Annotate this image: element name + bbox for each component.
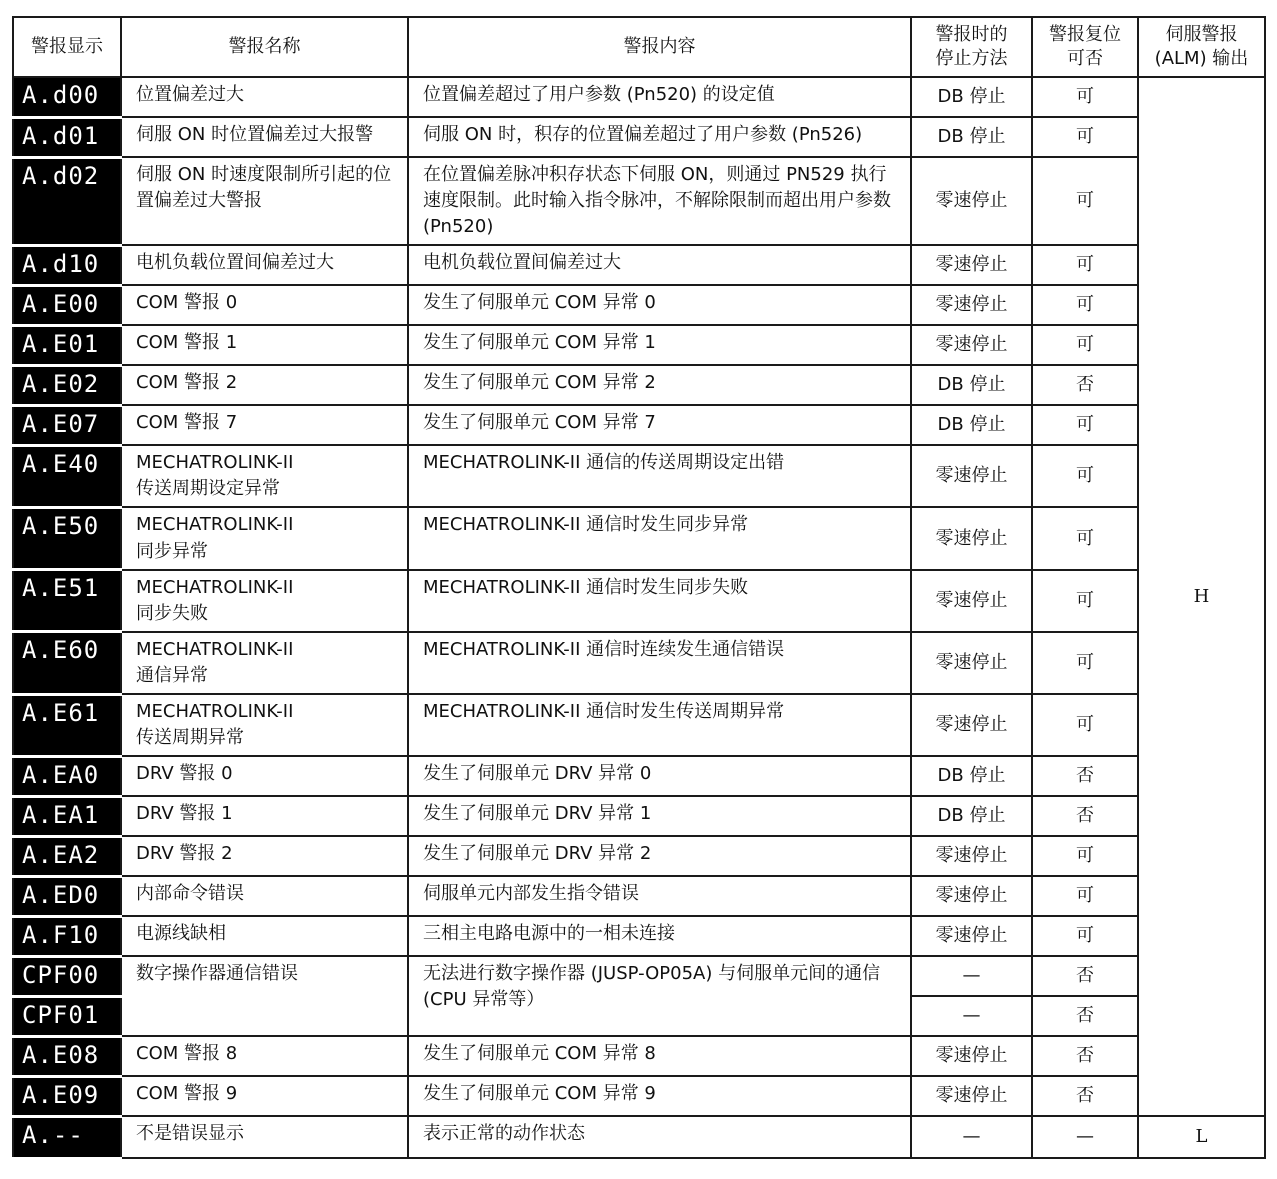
alarm-code: A.E60 [13, 632, 121, 694]
table-row [13, 756, 1265, 796]
alarm-content: 位置偏差超过了用户参数 (Pn520) 的设定值 [408, 77, 911, 117]
alarm-content: 在位置偏差脉冲积存状态下伺服 ON，则通过 PN529 执行速度限制。此时输入指令脉冲，不解除限制而超出用户参数 (Pn520) [408, 157, 911, 245]
stop-method: DB 停止 [911, 796, 1032, 836]
table-row [13, 632, 1265, 694]
table-row [13, 1076, 1265, 1116]
alarm-code: A.E40 [13, 445, 121, 507]
stop-method: DB 停止 [911, 365, 1032, 405]
alarm-name: 伺服 ON 时位置偏差过大报警 [121, 117, 408, 157]
table-row [13, 405, 1265, 445]
header-name: 警报名称 [121, 17, 408, 77]
alarm-code: A.d02 [13, 157, 121, 245]
alarm-name: 不是错误显示 [121, 1116, 408, 1158]
alarm-name: COM 警报 0 [121, 285, 408, 325]
alarm-name: 电机负载位置间偏差过大 [121, 245, 408, 285]
alarm-code: A.E01 [13, 325, 121, 365]
reset-ok: 可 [1032, 836, 1138, 876]
table-row [13, 876, 1265, 916]
table-row [13, 325, 1265, 365]
alarm-name: COM 警报 2 [121, 365, 408, 405]
alarm-name: 内部命令错误 [121, 876, 408, 916]
alarm-table [12, 16, 1266, 1160]
reset-ok: 可 [1032, 325, 1138, 365]
alarm-code: A.E07 [13, 405, 121, 445]
stop-method: 零速停止 [911, 157, 1032, 245]
stop-method: DB 停止 [911, 77, 1032, 117]
alarm-name: MECHATROLINK-II 传送周期异常 [121, 694, 408, 756]
alarm-code: A.EA1 [13, 796, 121, 836]
alarm-name: 数字操作器通信错误 [121, 956, 408, 1036]
reset-ok: 可 [1032, 285, 1138, 325]
alarm-content: 三相主电路电源中的一相未连接 [408, 916, 911, 956]
reset-ok: 可 [1032, 570, 1138, 632]
alarm-code: A.E00 [13, 285, 121, 325]
alarm-content: MECHATROLINK-II 通信的传送周期设定出错 [408, 445, 911, 507]
alarm-content: 伺服 ON 时，积存的位置偏差超过了用户参数 (Pn526) [408, 117, 911, 157]
stop-method: DB 停止 [911, 756, 1032, 796]
reset-ok: 否 [1032, 996, 1138, 1036]
table-row [13, 1116, 1265, 1158]
stop-method: 零速停止 [911, 570, 1032, 632]
stop-method: DB 停止 [911, 405, 1032, 445]
table-row [13, 507, 1265, 569]
reset-ok: 可 [1032, 77, 1138, 117]
alarm-content: 发生了伺服单元 COM 异常 0 [408, 285, 911, 325]
reset-ok: 否 [1032, 756, 1138, 796]
alarm-content: 表示正常的动作状态 [408, 1116, 911, 1158]
alarm-content: MECHATROLINK-II 通信时发生同步异常 [408, 507, 911, 569]
header-row [13, 17, 1265, 77]
stop-method: 零速停止 [911, 445, 1032, 507]
reset-ok: 可 [1032, 245, 1138, 285]
alarm-name: DRV 警报 1 [121, 796, 408, 836]
alarm-code: A.d10 [13, 245, 121, 285]
table-row [13, 245, 1265, 285]
alarm-name: 伺服 ON 时速度限制所引起的位置偏差过大警报 [121, 157, 408, 245]
alarm-content: 发生了伺服单元 DRV 异常 0 [408, 756, 911, 796]
alarm-code: A.E08 [13, 1036, 121, 1076]
alarm-code: A.E02 [13, 365, 121, 405]
header-output: 伺服警报 (ALM) 输出 [1138, 17, 1265, 77]
table-row [13, 445, 1265, 507]
alarm-output-cell: H [1138, 77, 1265, 1116]
table-row [13, 117, 1265, 157]
table-row [13, 916, 1265, 956]
alarm-name: 电源线缺相 [121, 916, 408, 956]
table-row [13, 694, 1265, 756]
alarm-content: 发生了伺服单元 COM 异常 8 [408, 1036, 911, 1076]
alarm-code: A.F10 [13, 916, 121, 956]
alarm-name: MECHATROLINK-II 同步失败 [121, 570, 408, 632]
alarm-content: 发生了伺服单元 COM 异常 9 [408, 1076, 911, 1116]
table-row [13, 157, 1265, 245]
alarm-code: A.E51 [13, 570, 121, 632]
stop-method: 零速停止 [911, 507, 1032, 569]
alarm-name: DRV 警报 2 [121, 836, 408, 876]
reset-ok: 可 [1032, 876, 1138, 916]
alarm-content: 电机负载位置间偏差过大 [408, 245, 911, 285]
reset-ok: 否 [1032, 365, 1138, 405]
alarm-name: MECHATROLINK-II 传送周期设定异常 [121, 445, 408, 507]
stop-method: 零速停止 [911, 694, 1032, 756]
alarm-code: A.E50 [13, 507, 121, 569]
alarm-content: MECHATROLINK-II 通信时连续发生通信错误 [408, 632, 911, 694]
header-display: 警报显示 [13, 17, 121, 77]
alarm-content: MECHATROLINK-II 通信时发生传送周期异常 [408, 694, 911, 756]
alarm-code: A.E61 [13, 694, 121, 756]
reset-ok: 可 [1032, 117, 1138, 157]
alarm-code: A.d00 [13, 77, 121, 117]
table-row [13, 956, 1265, 996]
alarm-name: COM 警报 1 [121, 325, 408, 365]
alarm-name: DRV 警报 0 [121, 756, 408, 796]
alarm-code: A.d01 [13, 117, 121, 157]
table-row [13, 796, 1265, 836]
stop-method: DB 停止 [911, 117, 1032, 157]
alarm-name: MECHATROLINK-II 通信异常 [121, 632, 408, 694]
reset-ok: 否 [1032, 956, 1138, 996]
header-content: 警报内容 [408, 17, 911, 77]
stop-method: 零速停止 [911, 836, 1032, 876]
reset-ok: 可 [1032, 694, 1138, 756]
alarm-content: 发生了伺服单元 DRV 异常 1 [408, 796, 911, 836]
stop-method: 零速停止 [911, 325, 1032, 365]
reset-ok: 否 [1032, 1076, 1138, 1116]
alarm-name: COM 警报 7 [121, 405, 408, 445]
stop-method: 零速停止 [911, 1076, 1032, 1116]
table-row [13, 1036, 1265, 1076]
stop-method: — [911, 956, 1032, 996]
alarm-content: 发生了伺服单元 DRV 异常 2 [408, 836, 911, 876]
reset-ok: 可 [1032, 916, 1138, 956]
stop-method: 零速停止 [911, 632, 1032, 694]
reset-ok: 否 [1032, 796, 1138, 836]
alarm-content: 无法进行数字操作器 (JUSP-OP05A) 与伺服单元间的通信 (CPU 异常等） [408, 956, 911, 1036]
alarm-code: A.EA2 [13, 836, 121, 876]
alarm-output-normal: L [1138, 1116, 1265, 1158]
reset-ok: 可 [1032, 445, 1138, 507]
alarm-name: COM 警报 8 [121, 1036, 408, 1076]
reset-ok: — [1032, 1116, 1138, 1158]
alarm-code: A.E09 [13, 1076, 121, 1116]
alarm-content: MECHATROLINK-II 通信时发生同步失败 [408, 570, 911, 632]
stop-method: 零速停止 [911, 916, 1032, 956]
reset-ok: 可 [1032, 157, 1138, 245]
alarm-name: 位置偏差过大 [121, 77, 408, 117]
table-row [13, 570, 1265, 632]
alarm-code: CPF01 [13, 996, 121, 1036]
stop-method: 零速停止 [911, 876, 1032, 916]
alarm-content: 伺服单元内部发生指令错误 [408, 876, 911, 916]
alarm-name: MECHATROLINK-II 同步异常 [121, 507, 408, 569]
stop-method: — [911, 996, 1032, 1036]
alarm-content: 发生了伺服单元 COM 异常 2 [408, 365, 911, 405]
table-row [13, 285, 1265, 325]
alarm-code: A.ED0 [13, 876, 121, 916]
stop-method: 零速停止 [911, 1036, 1032, 1076]
alarm-content: 发生了伺服单元 COM 异常 7 [408, 405, 911, 445]
table-row [13, 365, 1265, 405]
reset-ok: 可 [1032, 507, 1138, 569]
alarm-content: 发生了伺服单元 COM 异常 1 [408, 325, 911, 365]
alarm-code: CPF00 [13, 956, 121, 996]
header-reset: 警报复位 可否 [1032, 17, 1138, 77]
reset-ok: 可 [1032, 405, 1138, 445]
stop-method: 零速停止 [911, 245, 1032, 285]
alarm-name: COM 警报 9 [121, 1076, 408, 1116]
table-row [13, 77, 1265, 117]
stop-method: — [911, 1116, 1032, 1158]
alarm-code: A.EA0 [13, 756, 121, 796]
reset-ok: 否 [1032, 1036, 1138, 1076]
reset-ok: 可 [1032, 632, 1138, 694]
header-stop: 警报时的 停止方法 [911, 17, 1032, 77]
alarm-code: A.-- [13, 1116, 121, 1158]
stop-method: 零速停止 [911, 285, 1032, 325]
table-row [13, 836, 1265, 876]
